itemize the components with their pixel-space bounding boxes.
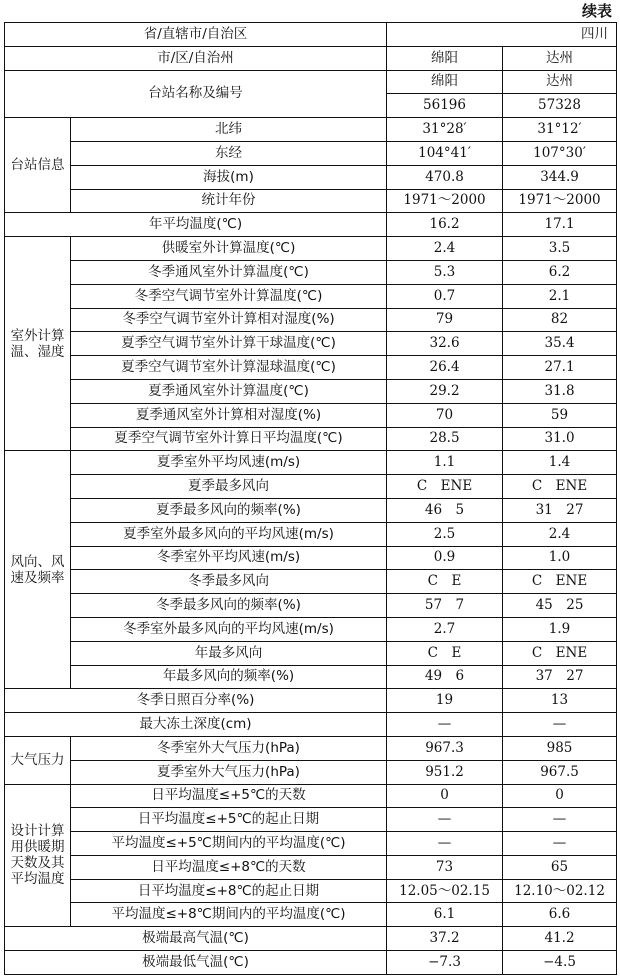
table-row: [5, 784, 617, 808]
row-label: 冬季空气调节室外计算温度(℃): [71, 284, 387, 308]
value-mianyang: 0.7: [387, 284, 503, 308]
row-label: 冬季日照百分率(%): [5, 689, 387, 713]
continuation-label: 续表: [581, 2, 612, 20]
climate-data-table: [4, 22, 617, 975]
value-dazhou: 1971～2000: [503, 189, 617, 213]
value-dazhou: 27.1: [503, 356, 617, 380]
province-header: 省/直辖市/自治区: [5, 23, 387, 47]
value-dazhou: 967.5: [503, 760, 617, 784]
station-name-1: 绵阳: [387, 70, 503, 94]
value-dazhou: 65: [503, 855, 617, 879]
row-label: 冬季通风室外计算温度(℃): [71, 260, 387, 284]
value-mianyang: 16.2: [387, 213, 503, 237]
row-label: 冬季空气调节室外计算相对湿度(%): [71, 308, 387, 332]
table-row: [5, 855, 617, 879]
value-mianyang: 104°41′: [387, 141, 503, 165]
value-dazhou: 12.10～02.12: [503, 879, 617, 903]
row-label: 冬季室外大气压力(hPa): [71, 736, 387, 760]
table-body: [5, 23, 617, 975]
value-dazhou: 31.8: [503, 379, 617, 403]
row-label: 年平均温度(℃): [5, 213, 387, 237]
table-row: [5, 522, 617, 546]
station-id-1: 56196: [387, 94, 503, 118]
station-name-row: [5, 70, 617, 94]
table-row: [5, 451, 617, 475]
value-mianyang: 6.1: [387, 903, 503, 927]
value-mianyang: 1971～2000: [387, 189, 503, 213]
row-label: 夏季室外大气压力(hPa): [71, 760, 387, 784]
value-mianyang: 0: [387, 784, 503, 808]
row-label: 海拔(m): [71, 165, 387, 189]
table-row: [5, 546, 617, 570]
station-header: 台站名称及编号: [5, 70, 387, 118]
row-label: 冬季最多风向的频率(%): [71, 594, 387, 618]
table-row: [5, 260, 617, 284]
city-row: [5, 46, 617, 70]
value-mianyang: 5.3: [387, 260, 503, 284]
value-dazhou: C ENE: [503, 641, 617, 665]
table-row: [5, 832, 617, 856]
table-row: [5, 903, 617, 927]
province-row: [5, 23, 617, 47]
table-row: [5, 760, 617, 784]
value-dazhou: 107°30′: [503, 141, 617, 165]
province-value: 四川: [387, 23, 617, 47]
value-mianyang: 470.8: [387, 165, 503, 189]
row-label: 平均温度≤+8℃期间内的平均温度(℃): [71, 903, 387, 927]
value-dazhou: 45 25: [503, 594, 617, 618]
row-label: 冬季最多风向: [71, 570, 387, 594]
value-mianyang: 2.7: [387, 617, 503, 641]
value-dazhou: 3.5: [503, 237, 617, 261]
value-dazhou: C ENE: [503, 570, 617, 594]
value-dazhou: 82: [503, 308, 617, 332]
row-label: 东经: [71, 141, 387, 165]
table-row: [5, 403, 617, 427]
value-mianyang: 0.9: [387, 546, 503, 570]
table-row: [5, 165, 617, 189]
table-row: [5, 617, 617, 641]
row-label: 冬季室外最多风向的平均风速(m/s): [71, 617, 387, 641]
value-dazhou: 6.6: [503, 903, 617, 927]
table-row: [5, 736, 617, 760]
row-label: 最大冻土深度(cm): [5, 713, 387, 737]
table-row: [5, 951, 617, 975]
row-label: 极端最高气温(℃): [5, 927, 387, 951]
row-label: 统计年份: [71, 189, 387, 213]
value-mianyang: 37.2: [387, 927, 503, 951]
table-row: [5, 689, 617, 713]
value-mianyang: 70: [387, 403, 503, 427]
value-mianyang: 28.5: [387, 427, 503, 451]
value-dazhou: —: [503, 832, 617, 856]
row-label: 夏季空气调节室外计算湿球温度(℃): [71, 356, 387, 380]
row-label: 极端最低气温(℃): [5, 951, 387, 975]
value-dazhou: 37 27: [503, 665, 617, 689]
value-mianyang: 32.6: [387, 332, 503, 356]
value-mianyang: C E: [387, 641, 503, 665]
value-mianyang: −7.3: [387, 951, 503, 975]
value-mianyang: 1.1: [387, 451, 503, 475]
value-mianyang: 2.5: [387, 522, 503, 546]
value-mianyang: C E: [387, 570, 503, 594]
table-row: [5, 570, 617, 594]
table-row: [5, 641, 617, 665]
value-mianyang: 26.4: [387, 356, 503, 380]
row-label: 夏季室外最多风向的平均风速(m/s): [71, 522, 387, 546]
value-mianyang: 46 5: [387, 498, 503, 522]
table-row: [5, 498, 617, 522]
value-dazhou: 17.1: [503, 213, 617, 237]
value-mianyang: —: [387, 808, 503, 832]
value-mianyang: 2.4: [387, 237, 503, 261]
value-mianyang: 79: [387, 308, 503, 332]
city-value-1: 绵阳: [387, 46, 503, 70]
table-row: [5, 308, 617, 332]
value-dazhou: −4.5: [503, 951, 617, 975]
row-label: 日平均温度≤+5℃的天数: [71, 784, 387, 808]
value-dazhou: —: [503, 713, 617, 737]
value-dazhou: 35.4: [503, 332, 617, 356]
row-label: 夏季最多风向: [71, 475, 387, 499]
value-dazhou: 13: [503, 689, 617, 713]
row-label: 日平均温度≤+8℃的起止日期: [71, 879, 387, 903]
value-mianyang: 49 6: [387, 665, 503, 689]
value-dazhou: 985: [503, 736, 617, 760]
value-mianyang: —: [387, 713, 503, 737]
value-dazhou: 6.2: [503, 260, 617, 284]
value-mianyang: 967.3: [387, 736, 503, 760]
table-row: [5, 427, 617, 451]
value-dazhou: 41.2: [503, 927, 617, 951]
city-value-2: 达州: [503, 46, 617, 70]
value-dazhou: 0: [503, 784, 617, 808]
table-row: [5, 665, 617, 689]
row-label: 年最多风向的频率(%): [71, 665, 387, 689]
group-wind: 风向、风速及频率: [5, 451, 71, 689]
value-dazhou: 31°12′: [503, 118, 617, 142]
row-label: 夏季室外平均风速(m/s): [71, 451, 387, 475]
value-dazhou: —: [503, 808, 617, 832]
row-label: 夏季空气调节室外计算干球温度(℃): [71, 332, 387, 356]
value-dazhou: 2.1: [503, 284, 617, 308]
table-row: [5, 118, 617, 142]
table-row: [5, 713, 617, 737]
table-row: [5, 332, 617, 356]
row-label: 年最多风向: [71, 641, 387, 665]
row-label: 供暖室外计算温度(℃): [71, 237, 387, 261]
value-mianyang: 57 7: [387, 594, 503, 618]
value-mianyang: 73: [387, 855, 503, 879]
row-label: 夏季最多风向的频率(%): [71, 498, 387, 522]
value-dazhou: 2.4: [503, 522, 617, 546]
value-dazhou: 1.9: [503, 617, 617, 641]
value-dazhou: 59: [503, 403, 617, 427]
value-dazhou: 344.9: [503, 165, 617, 189]
value-mianyang: —: [387, 832, 503, 856]
table-row: [5, 189, 617, 213]
city-header: 市/区/自治州: [5, 46, 387, 70]
table-row: [5, 879, 617, 903]
table-row: [5, 379, 617, 403]
group-heating: 设计计算用供暖期天数及其平均温度: [5, 784, 71, 927]
table-row: [5, 141, 617, 165]
row-label: 冬季室外平均风速(m/s): [71, 546, 387, 570]
table-row: [5, 594, 617, 618]
value-mianyang: 12.05～02.15: [387, 879, 503, 903]
value-mianyang: 19: [387, 689, 503, 713]
value-mianyang: 951.2: [387, 760, 503, 784]
row-label: 夏季空气调节室外计算日平均温度(℃): [71, 427, 387, 451]
value-mianyang: 31°28′: [387, 118, 503, 142]
value-dazhou: 31.0: [503, 427, 617, 451]
table-row: [5, 927, 617, 951]
table-row: [5, 808, 617, 832]
row-label: 日平均温度≤+8℃的天数: [71, 855, 387, 879]
station-name-2: 达州: [503, 70, 617, 94]
group-outdoor-calc: 室外计算温、湿度: [5, 237, 71, 451]
value-dazhou: 1.0: [503, 546, 617, 570]
value-dazhou: C ENE: [503, 475, 617, 499]
row-label: 夏季通风室外计算相对湿度(%): [71, 403, 387, 427]
table-row: [5, 356, 617, 380]
table-row: [5, 284, 617, 308]
value-dazhou: 1.4: [503, 451, 617, 475]
row-label: 平均温度≤+5℃期间内的平均温度(℃): [71, 832, 387, 856]
table-row: [5, 237, 617, 261]
row-label: 夏季通风室外计算温度(℃): [71, 379, 387, 403]
value-dazhou: 31 27: [503, 498, 617, 522]
table-row: [5, 213, 617, 237]
group-pressure: 大气压力: [5, 736, 71, 784]
value-mianyang: C ENE: [387, 475, 503, 499]
group-station-info: 台站信息: [5, 118, 71, 213]
table-row: [5, 475, 617, 499]
station-id-2: 57328: [503, 94, 617, 118]
row-label: 日平均温度≤+5℃的起止日期: [71, 808, 387, 832]
value-mianyang: 29.2: [387, 379, 503, 403]
row-label: 北纬: [71, 118, 387, 142]
